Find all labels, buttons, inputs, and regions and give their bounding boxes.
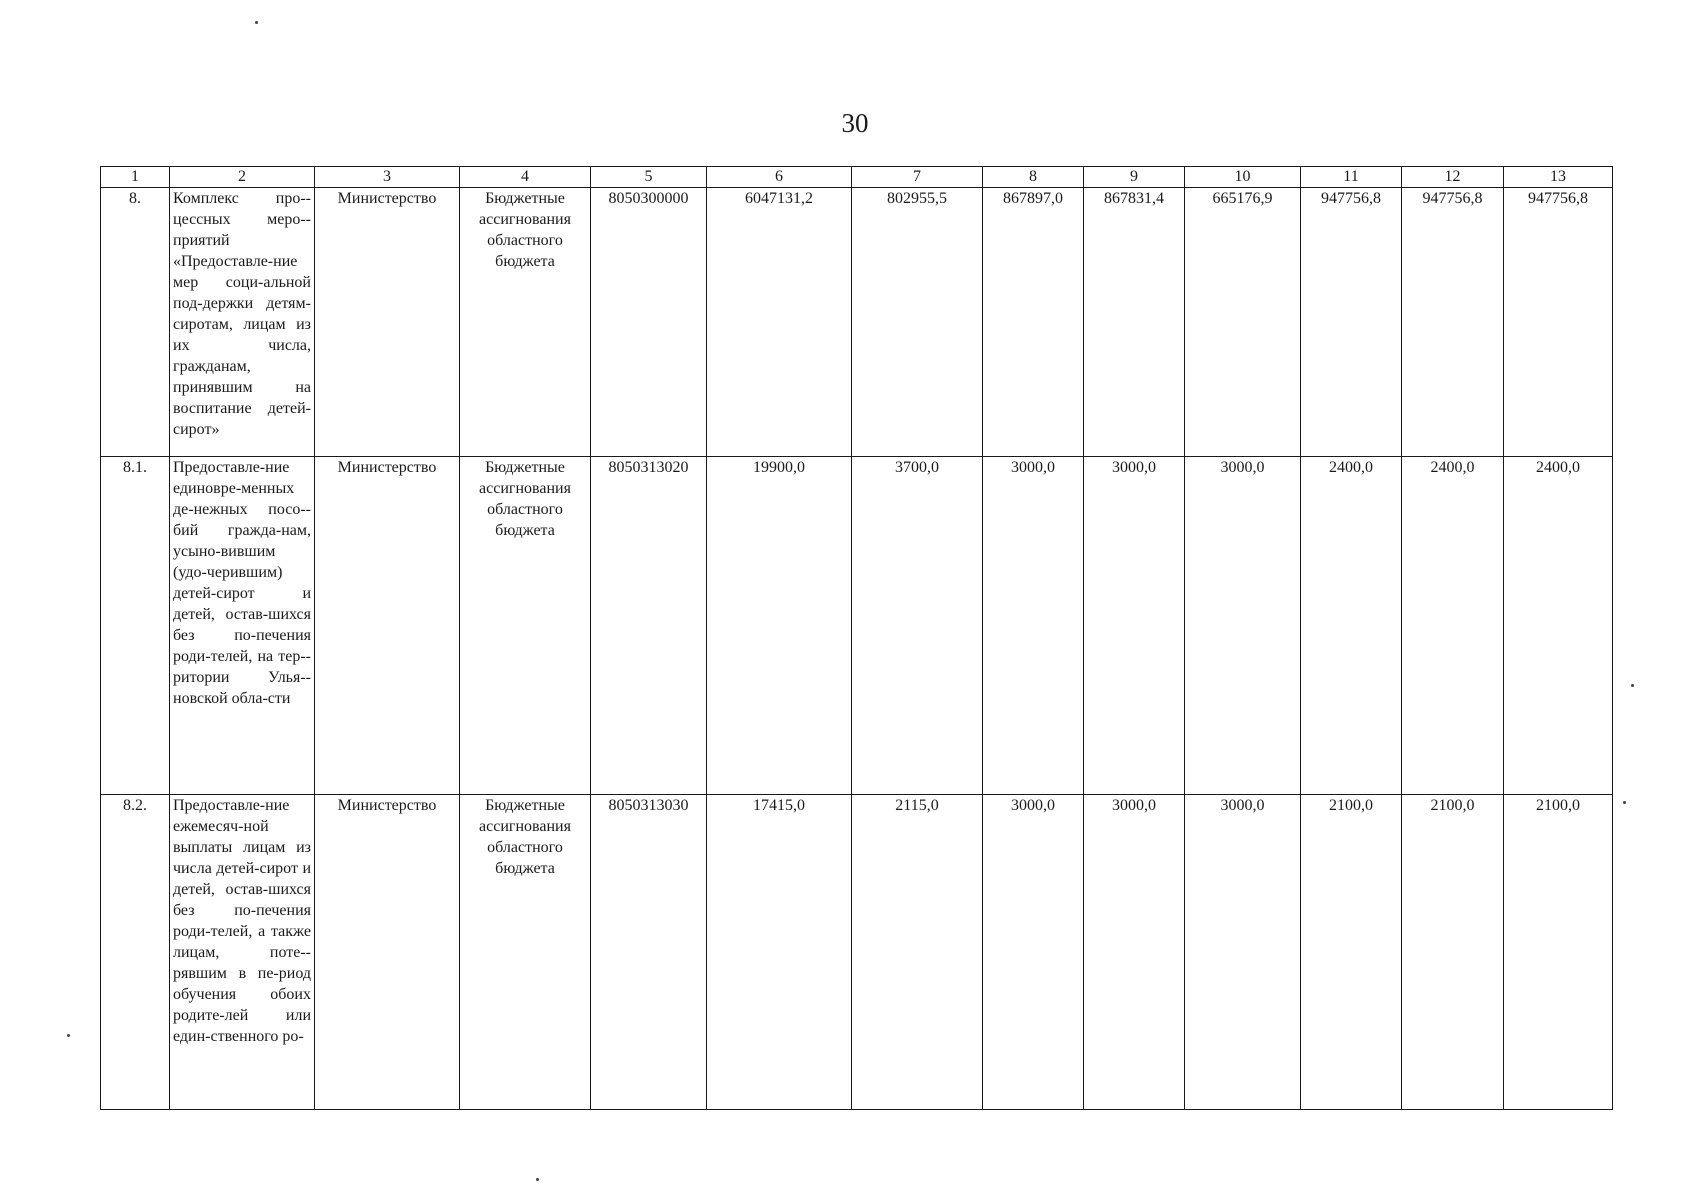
- column-header: 1: [101, 167, 170, 188]
- column-header: 8: [983, 167, 1084, 188]
- column-header: 4: [460, 167, 591, 188]
- row-funding-source: Бюджетные ассигнования областного бюджета: [460, 188, 591, 457]
- row-value: 2400,0: [1301, 457, 1402, 795]
- row-value: 802955,5: [852, 188, 983, 457]
- row-value: 2115,0: [852, 795, 983, 1110]
- row-value: 665176,9: [1185, 188, 1301, 457]
- row-value: 17415,0: [707, 795, 852, 1110]
- row-value: 2400,0: [1504, 457, 1613, 795]
- row-executor: Министерство: [315, 188, 460, 457]
- column-header: 13: [1504, 167, 1613, 188]
- row-value: 2400,0: [1402, 457, 1504, 795]
- scan-speck: [1631, 684, 1634, 687]
- scan-speck: [67, 1034, 70, 1037]
- row-description: Комплекс про-цессных меро-приятий «Предоставле-ние мер соци-альной под-держки детям-сиротам, лицам из их числа, гражданам, принявшим на воспитание детей-сирот»: [170, 188, 315, 457]
- row-number: 8.: [101, 188, 170, 457]
- column-header: 5: [591, 167, 707, 188]
- row-value: 3700,0: [852, 457, 983, 795]
- row-description: Предоставле-ние ежемесяч-ной выплаты лицам из числа детей-сирот и детей, остав-шихся без по-печения роди-телей, а также лицам, поте-рявшим в пе-риод обучения обоих родите-лей или един-ственного ро-: [170, 795, 315, 1110]
- row-value: 3000,0: [1185, 457, 1301, 795]
- page-number: 30: [841, 108, 869, 138]
- row-funding-source: Бюджетные ассигнования областного бюджета: [460, 457, 591, 795]
- table-row: [101, 795, 1613, 1110]
- header-row: [101, 167, 1613, 188]
- table-row: [101, 457, 1613, 795]
- row-value: 3000,0: [1084, 795, 1185, 1110]
- scan-speck: [536, 1178, 539, 1181]
- row-value: 867831,4: [1084, 188, 1185, 457]
- row-funding-source: Бюджетные ассигнования областного бюджета: [460, 795, 591, 1110]
- scan-speck: [255, 21, 258, 24]
- row-value: 2100,0: [1504, 795, 1613, 1110]
- row-value: 6047131,2: [707, 188, 852, 457]
- column-header: 3: [315, 167, 460, 188]
- scan-speck: [1623, 801, 1626, 804]
- column-header: 2: [170, 167, 315, 188]
- column-header: 12: [1402, 167, 1504, 188]
- budget-table: [100, 166, 1613, 1110]
- column-header: 7: [852, 167, 983, 188]
- table-row: [101, 188, 1613, 457]
- row-value: 3000,0: [1084, 457, 1185, 795]
- row-executor: Министерство: [315, 457, 460, 795]
- row-budget-code: 8050313020: [591, 457, 707, 795]
- row-budget-code: 8050300000: [591, 188, 707, 457]
- row-value: 2100,0: [1402, 795, 1504, 1110]
- row-number: 8.2.: [101, 795, 170, 1110]
- row-description: Предоставле-ние единовре-менных де-нежных посо-бий гражда-нам, усыно-вившим (удо-черившим) детей-сирот и детей, остав-шихся без по-печения роди-телей, на тер-ритории Улья-новской обла-сти: [170, 457, 315, 795]
- row-value: 3000,0: [1185, 795, 1301, 1110]
- column-header: 10: [1185, 167, 1301, 188]
- row-value: 947756,8: [1504, 188, 1613, 457]
- column-header: 11: [1301, 167, 1402, 188]
- row-value: 947756,8: [1402, 188, 1504, 457]
- row-number: 8.1.: [101, 457, 170, 795]
- row-value: 19900,0: [707, 457, 852, 795]
- row-value: 867897,0: [983, 188, 1084, 457]
- row-value: 3000,0: [983, 457, 1084, 795]
- column-header: 9: [1084, 167, 1185, 188]
- row-budget-code: 8050313030: [591, 795, 707, 1110]
- row-executor: Министерство: [315, 795, 460, 1110]
- column-header: 6: [707, 167, 852, 188]
- row-value: 947756,8: [1301, 188, 1402, 457]
- row-value: 2100,0: [1301, 795, 1402, 1110]
- row-value: 3000,0: [983, 795, 1084, 1110]
